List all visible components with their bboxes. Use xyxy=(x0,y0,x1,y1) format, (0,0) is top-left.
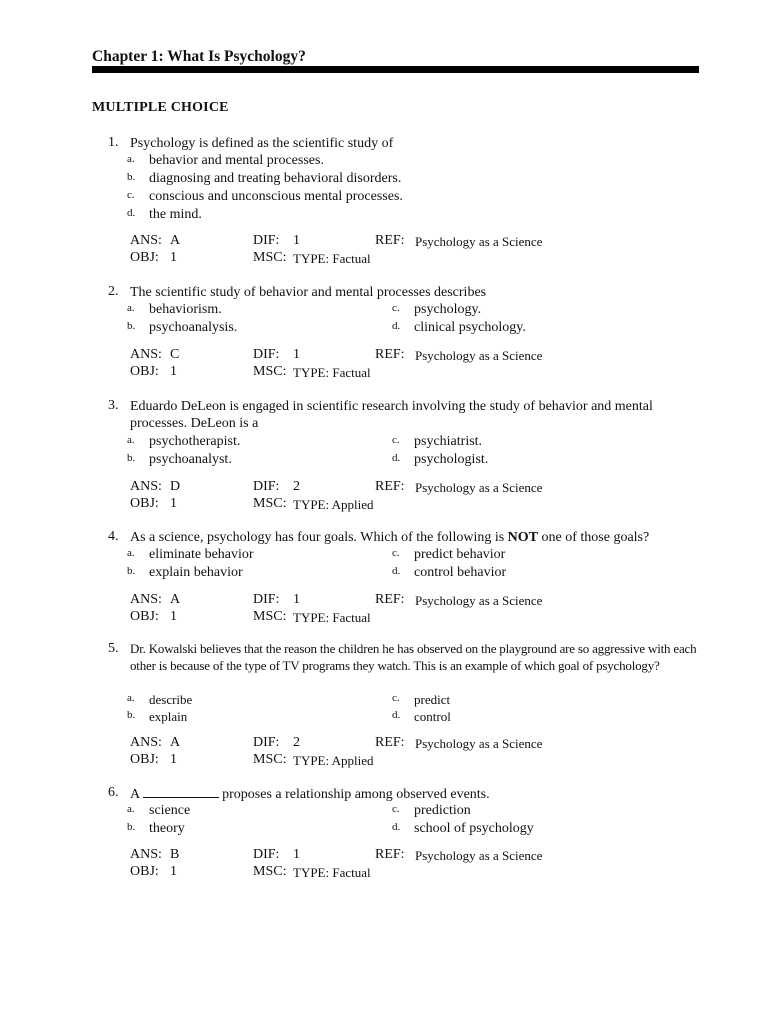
option-text: psychoanalysis. xyxy=(149,320,238,335)
option-text: conscious and unconscious mental processes. xyxy=(149,189,403,204)
dif-value: 2 xyxy=(293,479,300,494)
ref-value: Psychology as a Science xyxy=(415,234,543,249)
msc-label: MSC: xyxy=(253,250,287,265)
option-letter: c. xyxy=(392,434,400,446)
option-text: describe xyxy=(149,692,193,707)
option-letter: d. xyxy=(392,452,401,464)
obj-value: 1 xyxy=(170,609,177,624)
option-letter: b. xyxy=(127,320,136,332)
option-text: clinical psychology. xyxy=(414,320,526,335)
obj-label: OBJ: xyxy=(130,250,159,265)
stem-text: proposes a relationship among observed events. xyxy=(222,787,490,802)
stem-text: As a science, psychology has four goals. Which of the following is xyxy=(130,530,505,545)
dif-label: DIF: xyxy=(253,479,280,494)
msc-label: MSC: xyxy=(253,364,287,379)
question-number: 6. xyxy=(108,785,119,800)
ref-value: Psychology as a Science xyxy=(415,736,543,751)
ans-label: ANS: xyxy=(130,233,162,248)
obj-value: 1 xyxy=(170,250,177,265)
obj-value: 1 xyxy=(170,752,177,767)
option-text: behavior and mental processes. xyxy=(149,153,324,168)
question-stem xyxy=(130,785,700,803)
msc-value: TYPE: Factual xyxy=(293,610,371,625)
dif-label: DIF: xyxy=(253,735,280,750)
obj-value: 1 xyxy=(170,864,177,879)
msc-label: MSC: xyxy=(253,609,287,624)
question-stem: The scientific study of behavior and mental processes describes xyxy=(130,285,487,300)
question-number: 3. xyxy=(108,398,119,413)
ref-value: Psychology as a Science xyxy=(415,593,543,608)
option-letter: d. xyxy=(127,207,136,219)
ref-label: REF: xyxy=(375,233,405,248)
ans-label: ANS: xyxy=(130,347,162,362)
option-text: psychoanalyst. xyxy=(149,452,232,467)
ref-value: Psychology as a Science xyxy=(415,348,543,363)
answer-blank xyxy=(143,785,219,798)
option-letter: b. xyxy=(127,821,136,833)
option-text: science xyxy=(149,803,191,818)
question-stem: Psychology is defined as the scientific study of xyxy=(130,136,394,151)
option-letter: c. xyxy=(392,547,400,559)
ref-label: REF: xyxy=(375,847,405,862)
option-text: predict xyxy=(414,692,451,707)
dif-label: DIF: xyxy=(253,847,280,862)
ref-label: REF: xyxy=(375,735,405,750)
dif-label: DIF: xyxy=(253,347,280,362)
obj-value: 1 xyxy=(170,496,177,511)
option-letter: d. xyxy=(392,565,401,577)
msc-label: MSC: xyxy=(253,752,287,767)
dif-value: 1 xyxy=(293,347,300,362)
option-text: the mind. xyxy=(149,207,202,222)
option-text: diagnosing and treating behavioral disorders. xyxy=(149,171,402,186)
ans-value: B xyxy=(170,847,180,862)
stem-text: A xyxy=(130,787,141,802)
option-letter: d. xyxy=(392,821,401,833)
question-number: 2. xyxy=(108,284,119,299)
obj-value: 1 xyxy=(170,364,177,379)
option-text: prediction xyxy=(414,803,471,818)
option-letter: a. xyxy=(127,547,135,559)
dif-value: 2 xyxy=(293,735,300,750)
option-letter: a. xyxy=(127,692,135,704)
option-letter: a. xyxy=(127,803,135,815)
stem-emphasis: NOT xyxy=(507,530,539,545)
ans-value: A xyxy=(170,233,181,248)
option-letter: b. xyxy=(127,565,136,577)
option-letter: c. xyxy=(127,189,135,201)
question-stem xyxy=(130,529,700,546)
option-text: psychology. xyxy=(414,302,482,317)
obj-label: OBJ: xyxy=(130,752,159,767)
chapter-title: Chapter 1: What Is Psychology? xyxy=(92,48,306,65)
obj-label: OBJ: xyxy=(130,496,159,511)
obj-label: OBJ: xyxy=(130,609,159,624)
ans-value: C xyxy=(170,347,180,362)
msc-value: TYPE: Factual xyxy=(293,365,371,380)
option-text: school of psychology xyxy=(414,821,534,836)
ref-label: REF: xyxy=(375,479,405,494)
question-number: 4. xyxy=(108,529,119,544)
option-text: eliminate behavior xyxy=(149,547,254,562)
option-letter: b. xyxy=(127,709,136,721)
question-stem: Eduardo DeLeon is engaged in scientific research involving the study of behavior and mental processes. DeLeon is a xyxy=(130,399,653,431)
ans-value: A xyxy=(170,735,181,750)
obj-label: OBJ: xyxy=(130,364,159,379)
question-stem: Dr. Kowalski believes that the reason the children he has observed on the playground are so aggressive with each other is because of the type of TV programs they watch. This is an example of which goal of psychology? xyxy=(130,641,697,673)
ans-label: ANS: xyxy=(130,479,162,494)
ref-label: REF: xyxy=(375,592,405,607)
option-letter: c. xyxy=(392,803,400,815)
ref-label: REF: xyxy=(375,347,405,362)
option-text: predict behavior xyxy=(414,547,506,562)
option-text: control behavior xyxy=(414,565,507,580)
option-letter: a. xyxy=(127,302,135,314)
msc-label: MSC: xyxy=(253,496,287,511)
dif-label: DIF: xyxy=(253,233,280,248)
ans-value: D xyxy=(170,479,181,494)
msc-value: TYPE: Applied xyxy=(293,753,374,768)
option-text: theory xyxy=(149,821,185,836)
ans-label: ANS: xyxy=(130,847,162,862)
ref-value: Psychology as a Science xyxy=(415,480,543,495)
section-heading: MULTIPLE CHOICE xyxy=(92,100,229,115)
msc-value: TYPE: Factual xyxy=(293,251,371,266)
ans-label: ANS: xyxy=(130,735,162,750)
option-letter: b. xyxy=(127,171,136,183)
option-text: behaviorism. xyxy=(149,302,222,317)
option-text: control xyxy=(414,709,451,724)
msc-value: TYPE: Applied xyxy=(293,497,374,512)
option-letter: c. xyxy=(392,692,400,704)
option-text: explain behavior xyxy=(149,565,243,580)
title-rule xyxy=(92,66,699,73)
msc-value: TYPE: Factual xyxy=(293,865,371,880)
option-letter: d. xyxy=(392,709,401,721)
option-letter: b. xyxy=(127,452,136,464)
dif-value: 1 xyxy=(293,233,300,248)
question-number: 5. xyxy=(108,641,119,656)
option-letter: a. xyxy=(127,434,135,446)
option-text: psychiatrist. xyxy=(414,434,483,449)
option-letter: d. xyxy=(392,320,401,332)
option-text: explain xyxy=(149,709,188,724)
dif-value: 1 xyxy=(293,847,300,862)
dif-value: 1 xyxy=(293,592,300,607)
msc-label: MSC: xyxy=(253,864,287,879)
obj-label: OBJ: xyxy=(130,864,159,879)
stem-text: one of those goals? xyxy=(541,530,650,545)
option-letter: c. xyxy=(392,302,400,314)
option-text: psychotherapist. xyxy=(149,434,241,449)
question-number: 1. xyxy=(108,135,119,150)
dif-label: DIF: xyxy=(253,592,280,607)
option-letter: a. xyxy=(127,153,135,165)
option-text: psychologist. xyxy=(414,452,489,467)
ans-label: ANS: xyxy=(130,592,162,607)
ref-value: Psychology as a Science xyxy=(415,848,543,863)
ans-value: A xyxy=(170,592,181,607)
